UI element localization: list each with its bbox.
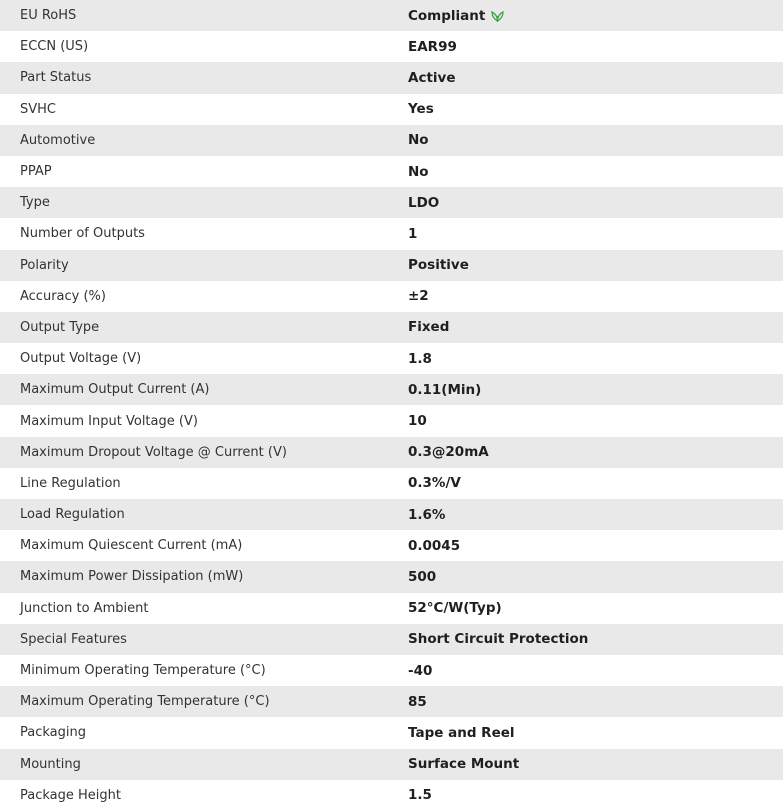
- spec-value: Tape and Reel: [408, 724, 515, 741]
- spec-value: 1.5: [408, 787, 432, 804]
- spec-row-max-operating-temperature: [0, 686, 783, 717]
- spec-value: 10: [408, 413, 427, 430]
- spec-row-svhc: [0, 94, 783, 125]
- spec-value: 0.11(Min): [408, 381, 482, 398]
- spec-label: Maximum Quiescent Current (mA): [20, 538, 243, 554]
- spec-label: Automotive: [20, 132, 96, 148]
- spec-value: Fixed: [408, 319, 450, 336]
- spec-row-line-regulation: [0, 468, 783, 499]
- spec-label: Accuracy (%): [20, 288, 106, 304]
- spec-label: Load Regulation: [20, 507, 125, 523]
- spec-label: Mounting: [20, 756, 81, 772]
- spec-row-eu-rohs: [0, 0, 783, 31]
- spec-label: ECCN (US): [20, 39, 89, 55]
- spec-label: Package Height: [20, 787, 121, 803]
- spec-row-mounting: [0, 749, 783, 780]
- spec-label: Number of Outputs: [20, 226, 145, 242]
- spec-label: Part Status: [20, 70, 92, 86]
- spec-label: Type: [20, 195, 50, 211]
- spec-label: Minimum Operating Temperature (°C): [20, 663, 266, 679]
- spec-value: -40: [408, 662, 433, 679]
- spec-value: 1.6%: [408, 506, 446, 523]
- spec-value: ±2: [408, 288, 429, 305]
- spec-row-accuracy: [0, 281, 783, 312]
- spec-value: 0.3%/V: [408, 475, 461, 492]
- spec-row-junction-to-ambient: [0, 593, 783, 624]
- spec-value: 0.3@20mA: [408, 444, 489, 461]
- spec-label: PPAP: [20, 164, 52, 180]
- spec-row-polarity: [0, 250, 783, 281]
- spec-value: Yes: [408, 101, 434, 118]
- spec-label: Line Regulation: [20, 475, 121, 491]
- spec-value: Active: [408, 69, 456, 86]
- spec-value: 52°C/W(Typ): [408, 600, 502, 617]
- spec-value: No: [408, 132, 429, 149]
- spec-value-cell: [408, 0, 783, 31]
- spec-label: Packaging: [20, 725, 86, 741]
- spec-value: 1.8: [408, 350, 432, 367]
- spec-label: Special Features: [20, 631, 127, 647]
- spec-row-max-input-voltage: [0, 405, 783, 436]
- spec-row-special-features: [0, 624, 783, 655]
- spec-row-output-voltage: [0, 343, 783, 374]
- spec-value: Short Circuit Protection: [408, 631, 589, 648]
- spec-value: LDO: [408, 194, 440, 211]
- spec-label: Output Voltage (V): [20, 351, 142, 367]
- spec-row-max-output-current: [0, 374, 783, 405]
- spec-row-ppap: [0, 156, 783, 187]
- spec-label: Maximum Input Voltage (V): [20, 413, 198, 429]
- spec-label: Polarity: [20, 257, 69, 273]
- spec-value: No: [408, 163, 429, 180]
- spec-label: Maximum Operating Temperature (°C): [20, 694, 270, 710]
- spec-value: 85: [408, 693, 427, 710]
- spec-row-max-power-dissipation: [0, 561, 783, 592]
- spec-value: Compliant: [408, 7, 486, 24]
- spec-row-max-quiescent-current: [0, 530, 783, 561]
- spec-label: Maximum Power Dissipation (mW): [20, 569, 244, 585]
- spec-label: Maximum Output Current (A): [20, 382, 210, 398]
- spec-value: Surface Mount: [408, 756, 520, 773]
- spec-row-automotive: [0, 125, 783, 156]
- spec-value: 500: [408, 568, 437, 585]
- spec-row-min-operating-temperature: [0, 655, 783, 686]
- spec-value: 1: [408, 225, 418, 242]
- spec-row-number-of-outputs: [0, 218, 783, 249]
- spec-value: Positive: [408, 257, 469, 274]
- spec-row-eccn: [0, 31, 783, 62]
- spec-label: Output Type: [20, 319, 100, 335]
- spec-value: 0.0045: [408, 537, 461, 554]
- spec-label: Junction to Ambient: [20, 600, 149, 616]
- spec-row-type: [0, 187, 783, 218]
- spec-row-package-height: [0, 780, 783, 811]
- spec-label: Maximum Dropout Voltage @ Current (V): [20, 444, 287, 460]
- spec-value: EAR99: [408, 38, 457, 55]
- leaf-icon: [491, 10, 504, 22]
- spec-label: SVHC: [20, 101, 56, 117]
- spec-row-part-status: [0, 62, 783, 93]
- spec-label: EU RoHS: [20, 8, 77, 24]
- spec-row-output-type: [0, 312, 783, 343]
- spec-row-load-regulation: [0, 499, 783, 530]
- spec-row-packaging: [0, 717, 783, 748]
- spec-row-max-dropout-voltage: [0, 437, 783, 468]
